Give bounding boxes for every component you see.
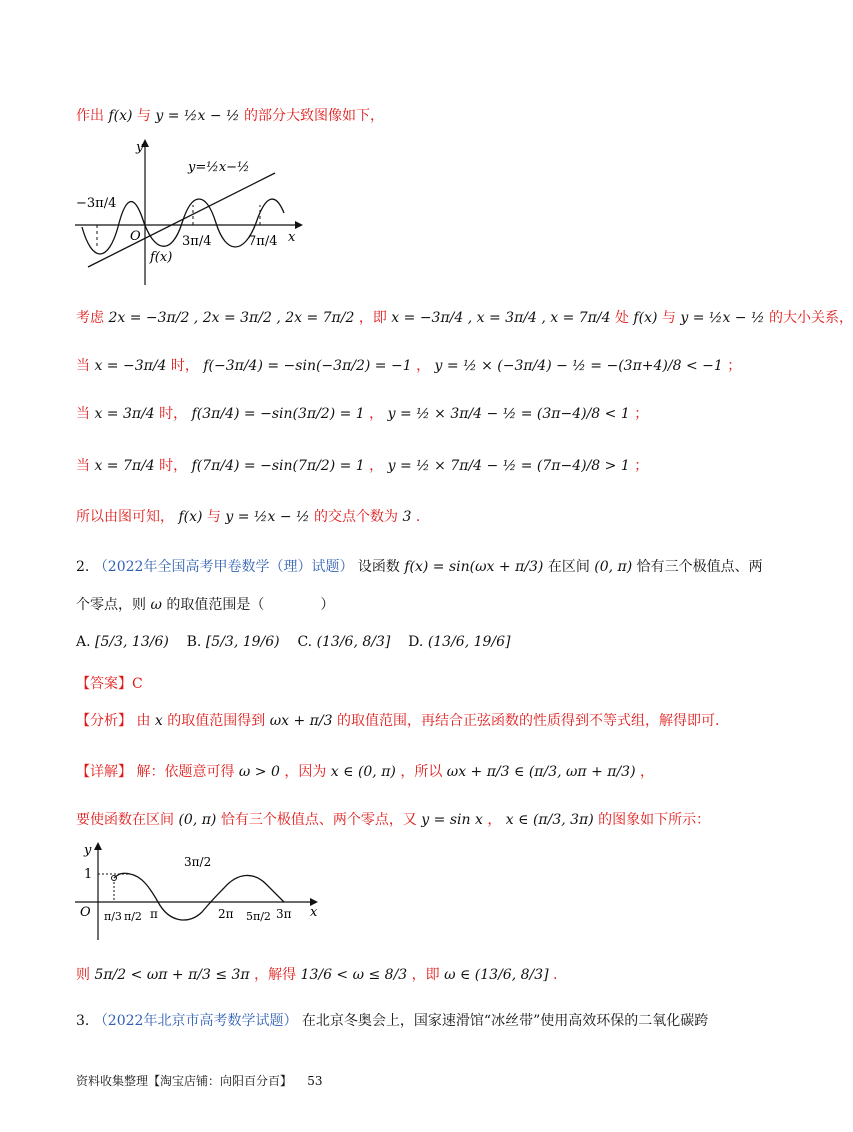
page-number: 53 xyxy=(307,1074,323,1088)
case2-time: 时， xyxy=(159,406,188,422)
x-axis-arrow xyxy=(295,221,303,229)
detail-tag: 【详解】 xyxy=(76,764,132,780)
q3-source: （2022年北京市高考数学试题） xyxy=(93,1013,298,1029)
need-comma: ， xyxy=(487,812,502,828)
detail-omega: ω > 0 xyxy=(238,764,280,780)
q2-option-a-label: A. xyxy=(76,634,91,650)
intro-y-expr: y = ½x − ½ xyxy=(155,108,240,124)
analysis-b: 的取值范围得到 xyxy=(167,713,266,729)
case2-comma: ， xyxy=(369,406,384,422)
q2-stem-line2-a: 个零点，则 xyxy=(76,597,146,613)
intro-line xyxy=(76,106,384,126)
graph-sine xyxy=(70,840,330,950)
need-dom: x ∈ (π/3, 3π) xyxy=(505,812,594,828)
q2-option-c-label: C. xyxy=(297,634,313,650)
analysis-a: 由 xyxy=(136,713,151,729)
q2-detail xyxy=(76,762,654,782)
q2-option-b-value: [5/3, 19/6) xyxy=(205,634,280,650)
g2-one: 1 xyxy=(84,867,93,882)
q2-option-a-value: [5/3, 13/6) xyxy=(95,634,169,650)
final-ie: ，即 xyxy=(411,967,440,983)
case3-f-eval: f(7π/4) = −sin(7π/2) = 1 xyxy=(191,458,365,474)
final-result: 13/6 < ω ≤ 8/3 xyxy=(300,967,408,983)
detail-range: ωx + π/3 ∈ (π/3, ωπ + π/3) xyxy=(446,764,636,780)
intro-suffix: 的部分大致图像如下， xyxy=(244,108,385,124)
g2-tick-pi: π xyxy=(150,907,158,921)
g2-x-label: x xyxy=(310,905,318,920)
graph1-tick1: 3π/4 xyxy=(182,234,212,249)
conclusion-f: f(x) xyxy=(178,509,203,525)
analysis-expr: ωx + π/3 xyxy=(269,713,333,729)
case3-time: 时， xyxy=(159,458,188,474)
q2-option-b xyxy=(187,634,284,650)
graph1-neg-tick: −3π/4 xyxy=(76,196,117,211)
consider-with: 与 xyxy=(661,310,676,326)
g2-y-axis-arrow xyxy=(94,842,102,850)
case3-x: x = 7π/4 xyxy=(94,458,155,474)
consider-suffix: 的大小关系， xyxy=(769,310,853,326)
conclusion-mid: 的交点个数为 xyxy=(314,509,399,525)
graph1-origin: O xyxy=(130,229,141,244)
case-3 xyxy=(76,456,648,476)
q2-stem-b: 在区间 xyxy=(547,559,590,575)
q2-func: f(x) = sin(ωx + π/3) xyxy=(404,559,544,575)
g2-origin: O xyxy=(80,905,91,920)
case2-when: 当 xyxy=(76,406,90,422)
q2-options xyxy=(76,632,511,652)
q2-option-a xyxy=(76,634,173,650)
footer xyxy=(76,1072,323,1089)
g2-y-label: y xyxy=(84,843,92,858)
q2-stem-line2-b: 的取值范围是（ ） xyxy=(166,597,335,613)
final-end: . xyxy=(553,967,558,983)
case2-f-eval: f(3π/4) = −sin(3π/2) = 1 xyxy=(191,406,365,422)
conclusion-end: . xyxy=(415,509,421,525)
graph-fx-and-line xyxy=(70,135,310,295)
q2-stem-a: 设函数 xyxy=(357,559,400,575)
g2-tick-3pi: 3π xyxy=(276,907,292,921)
consider-at: 处 xyxy=(614,310,629,326)
q2-option-b-label: B. xyxy=(186,634,202,650)
conclusion-prefix: 所以由图可知， xyxy=(76,509,174,525)
final-line xyxy=(76,965,558,985)
detail-a: 解：依题意可得 xyxy=(136,764,235,780)
consider-mid: ，即 xyxy=(358,310,387,326)
case2-y-eval: y = ½ × 3π/4 − ½ = (3π−4)/8 < 1 xyxy=(387,406,630,422)
case1-comma: ， xyxy=(416,358,431,374)
consider-eqs: 2x = −3π/2 , 2x = 3π/2 , 2x = 7π/2 xyxy=(108,310,355,326)
consider-line xyxy=(76,308,853,328)
intro-mid: 与 xyxy=(136,108,151,124)
q2-answer: 【答案】C xyxy=(76,676,143,692)
intro-prefix: 作出 xyxy=(76,108,104,124)
conclusion-with: 与 xyxy=(206,509,221,525)
need-b: 恰有三个极值点、两个零点，又 xyxy=(220,812,417,828)
q2-stem-line1 xyxy=(76,557,763,577)
g2-tick-pi3: π/3 xyxy=(104,910,122,923)
consider-prefix: 考虑 xyxy=(76,310,104,326)
q2-omega: ω xyxy=(150,597,162,613)
g2-tick-2pi: 2π xyxy=(218,907,234,921)
q3-stem xyxy=(76,1011,708,1031)
case1-when: 当 xyxy=(76,358,90,374)
detail-end: ， xyxy=(640,764,654,780)
case3-y-eval: y = ½ × 7π/4 − ½ = (7π−4)/8 > 1 xyxy=(387,458,630,474)
graph1-tick2: 7π/4 xyxy=(248,234,278,249)
case1-y-eval: y = ½ × (−3π/4) − ½ = −(3π+4)/8 < −1 xyxy=(434,358,723,374)
conclusion-line xyxy=(76,507,420,527)
q2-analysis xyxy=(76,711,719,731)
case2-x: x = 3π/4 xyxy=(94,406,155,422)
final-solve: ，解得 xyxy=(254,967,297,983)
case3-comma: ， xyxy=(369,458,384,474)
graph1-y-label: y xyxy=(136,140,144,155)
q2-option-c xyxy=(297,634,394,650)
case-1 xyxy=(76,356,741,376)
q3-number: 3. xyxy=(76,1013,90,1029)
footer-text: 资料收集整理【淘宝店铺：向阳百分百】 xyxy=(76,1074,293,1088)
case3-end: ； xyxy=(634,458,649,474)
conclusion-count: 3 xyxy=(402,509,412,525)
graph1-curve-label: f(x) xyxy=(150,250,173,265)
q3-stem-text: 在北京冬奥会上，国家速滑馆“冰丝带”使用高效环保的二氧化碳跨 xyxy=(301,1013,709,1029)
conclusion-y-expr: y = ½x − ½ xyxy=(225,509,310,525)
case3-when: 当 xyxy=(76,458,90,474)
need-c: 的图象如下所示： xyxy=(598,812,711,828)
analysis-x: x xyxy=(154,713,163,729)
detail-x: x ∈ (0, π) xyxy=(330,764,396,780)
q2-interval: (0, π) xyxy=(594,559,633,575)
q2-source: （2022年全国高考甲卷数学（理）试题） xyxy=(93,559,354,575)
detail-b: ，因为 xyxy=(284,764,327,780)
need-func: y = sin x xyxy=(421,812,483,828)
case1-end: ； xyxy=(727,358,742,374)
q2-stem-line2 xyxy=(76,595,334,615)
intro-f: f(x) xyxy=(108,108,133,124)
case1-time: 时， xyxy=(170,358,199,374)
graph1-line-label: y=½x−½ xyxy=(188,160,250,175)
final-ineq: 5π/2 < ωπ + π/3 ≤ 3π xyxy=(94,967,250,983)
q2-option-d-value: (13/6, 19/6] xyxy=(427,634,511,650)
g2-tick-3pi2: 3π/2 xyxy=(184,855,212,869)
g2-tick-pi2: π/2 xyxy=(124,910,142,923)
q2-option-d xyxy=(408,634,510,650)
detail-c: ，所以 xyxy=(400,764,443,780)
q2-need xyxy=(76,810,710,830)
case1-f-eval: f(−3π/4) = −sin(−3π/2) = −1 xyxy=(203,358,412,374)
q2-stem-c: 恰有三个极值点、两 xyxy=(636,559,763,575)
analysis-c: 的取值范围，再结合正弦函数的性质得到不等式组，解得即可. xyxy=(336,713,720,729)
g2-tick-5pi2: 5π/2 xyxy=(246,910,271,923)
line-y xyxy=(88,173,278,267)
case-2 xyxy=(76,404,648,424)
graph1-x-label: x xyxy=(288,230,296,245)
q2-number: 2. xyxy=(76,559,90,575)
consider-xs: x = −3π/4 , x = 3π/4 , x = 7π/4 xyxy=(391,310,611,326)
q2-option-d-label: D. xyxy=(408,634,424,650)
need-interval: (0, π) xyxy=(178,812,217,828)
need-a: 要使函数在区间 xyxy=(76,812,174,828)
final-then: 则 xyxy=(76,967,90,983)
consider-f: f(x) xyxy=(633,310,658,326)
case1-x: x = −3π/4 xyxy=(94,358,167,374)
q2-option-c-value: (13/6, 8/3] xyxy=(316,634,391,650)
final-set: ω ∈ (13/6, 8/3] xyxy=(444,967,549,983)
analysis-tag: 【分析】 xyxy=(76,713,132,729)
case2-end: ； xyxy=(634,406,649,422)
consider-y-expr: y = ½x − ½ xyxy=(680,310,765,326)
